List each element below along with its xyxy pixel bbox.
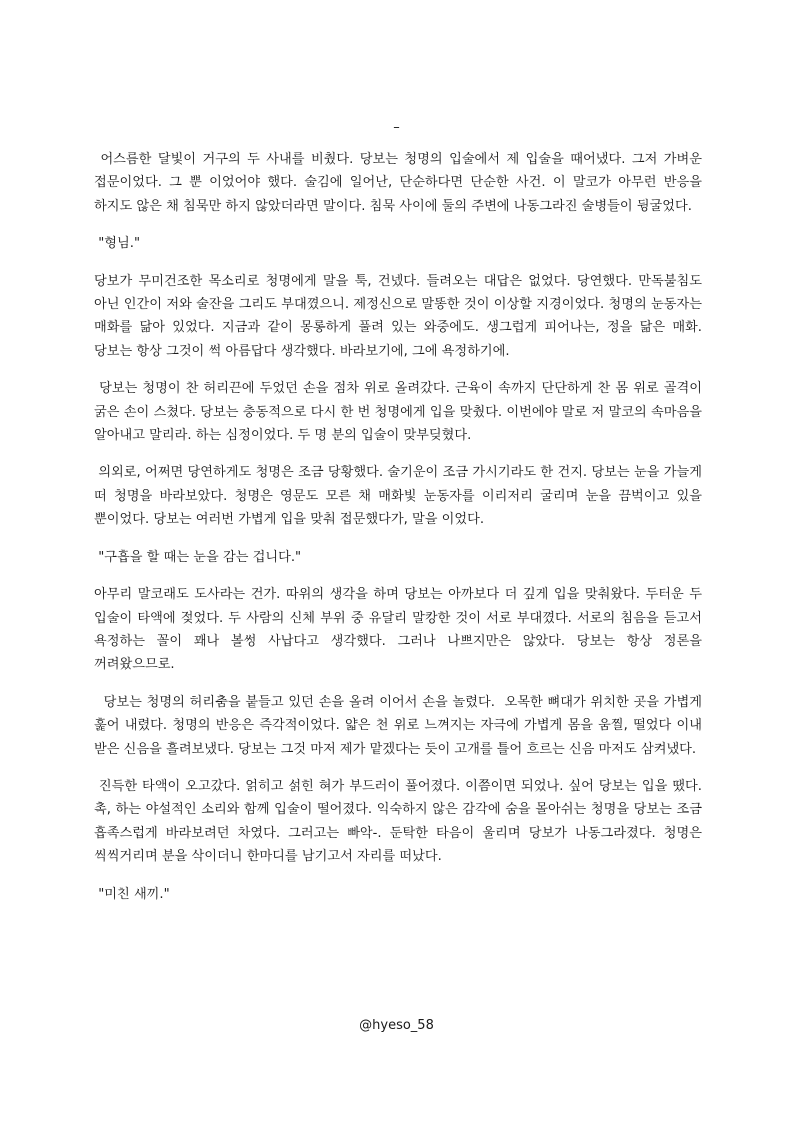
paragraph: 어스름한 달빛이 거구의 두 사내를 비췄다. 당보는 청명의 입술에서 제 입술을 때어냈다. 그저 가벼운 접문이었다. 그 뿐 이었어야 했다. 술김에 일어난, 단순하다면 단순한 사건. 이 말코가 아무런 반응을 하지도 않은 채 침묵만 하지 않았더라면 말이다. 침묵 사이에 둘의 주변에 나동그라진 술병들이 뒹굴었다. — [94, 152, 707, 214]
paragraph: 당보는 청명의 허리춤을 붙들고 있던 손을 올려 이어서 손을 놀렸다. 오목한 뼈대가 위치한 곳을 가볍게 훑어 내렸다. 청명의 반응은 즉각적이었다. 얇은 천 위로 느껴지는 자극에 가볍게 몸을 움찔, 떨었다 이내 받은 신음을 흘려보냈다. 당보는 그것 마저 제가 맡겠다는 듯이 고개를 틀어 흐르는 신음 마저도 삼켜냈다. — [94, 694, 707, 757]
author-credit: @hyeso_58 — [359, 1018, 434, 1033]
paragraph: 당보가 무미건조한 목소리로 청명에게 말을 툭, 건넸다. 들려오는 대답은 없었다. 당연했다. 만독불침도 아닌 인간이 저와 술잔을 그리도 부대꼈으니. 제정신으로 말똥한 것이 이상할 지경이었다. 청명의 눈동자는 매화를 닮아 있었다. 지금과 같이 몽롱하게 풀려 있는 와중에도. 생그럽게 피어나는, 정을 닮은 매화. 당보는 항상 그것이 썩 아름답다 생각했다. 바라보기에, 그에 욕정하기에. — [94, 273, 707, 359]
paragraph: 진득한 타액이 오고갔다. 얽히고 섥힌 혀가 부드러이 풀어졌다. 이쯤이면 되었나. 싶어 당보는 입을 땠다. 촉, 하는 야설적인 소리와 함께 입술이 떨어졌다. 익숙하지 않은 감각에 숨을 몰아쉬는 청명을 당보는 조금 흡족스럽게 바라보려던 차였다. 그러고는 빠악-. 둔탁한 타음이 울리며 당보가 나동그라졌다. 청명은 씩씩거리며 분을 삭이더니 한마디를 남기고서 자리를 떠났다. — [94, 778, 707, 865]
paragraph: "미친 새끼." — [94, 886, 170, 902]
paragraph: 의외로, 어쩌면 당연하게도 청명은 조금 당황했다. 술기운이 조금 가시기라도 한 건지. 당보는 눈을 가늘게 떠 청명을 바라보았다. 청명은 영문도 모른 채 매화빛 눈동자를 이리저리 굴리며 눈을 끔벅이고 있을 뿐이었다. 당보는 여러번 가볍게 입을 맞춰 접문했다가, 말을 이었다. — [94, 465, 707, 528]
paragraph: 당보는 청명이 찬 허리끈에 두었던 손을 점차 위로 올려갔다. 근육이 속까지 단단하게 찬 몸 위로 골격이 굵은 손이 스쳤다. 당보는 충동적으로 다시 한 번 청명에게 입을 맞췄다. 이번에야 말로 저 말코의 속마음을 알아내고 말리라. 하는 심정이었다. 두 명 분의 입술이 맞부딪혔다. — [94, 381, 707, 444]
section-separator: – — [393, 120, 400, 135]
paragraph: 아무리 말코래도 도사라는 건가. 따위의 생각을 하며 당보는 아까보다 더 깊게 입을 맞춰왔다. 두터운 두 입술이 타액에 젖었다. 두 사람의 신체 부위 중 유달리 말캉한 것이 서로 부대꼈다. 서로의 침음을 듣고서 욕정하는 꼴이 꽤나 볼썽 사납다고 생각했다. 그러나 나쁘지만은 않았다. 당보는 항상 정론을 꺼려왔으므로. — [94, 587, 707, 673]
paragraph: "구흡을 할 때는 눈을 감는 겁니다." — [94, 549, 302, 565]
story-body — [94, 148, 707, 920]
paragraph: "형님." — [94, 236, 141, 252]
